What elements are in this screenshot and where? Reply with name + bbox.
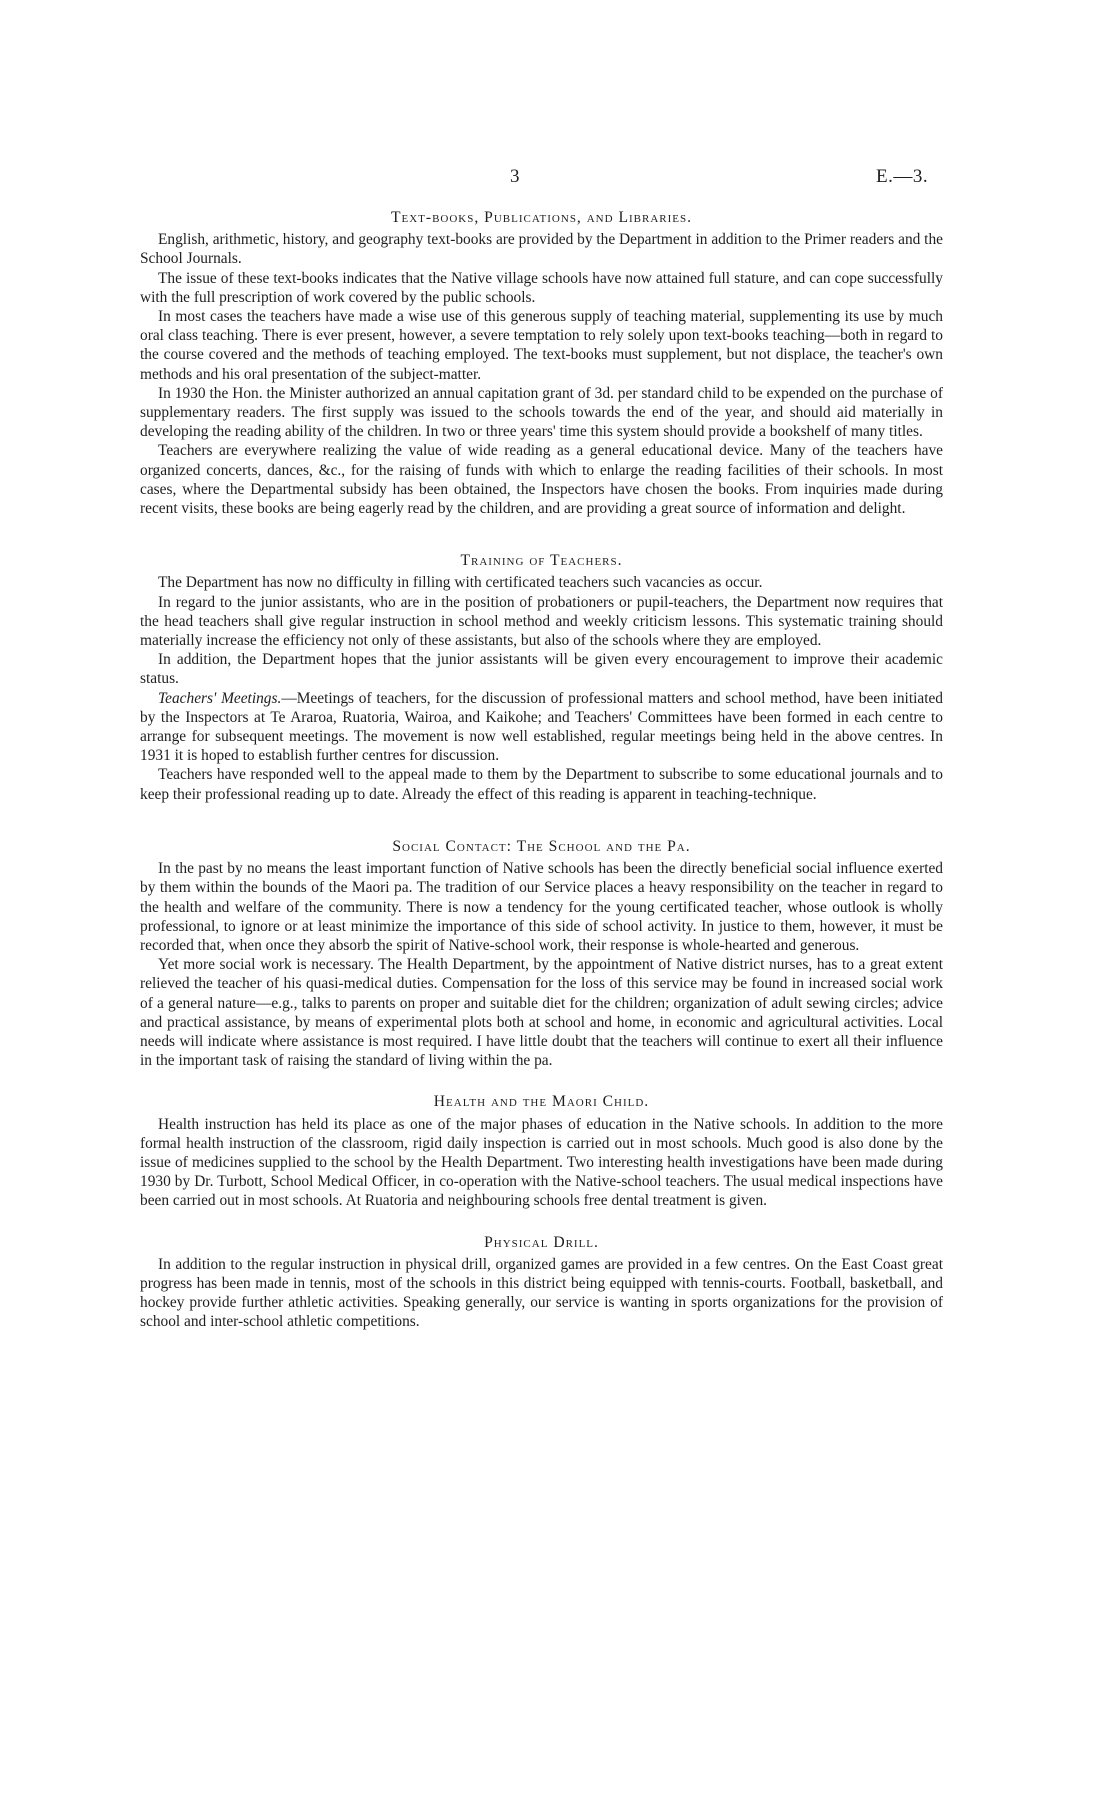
paragraph: Health instruction has held its place as one of the major phases of education in the Native schools. In addition to the more formal health instruction of the classroom, rigid daily inspection is carried out in most schools. Much good is also done by the issue of medicines supplied to the school by the Health Department. Two interesting health investigations have been made during 1930 by Dr. Turbott, School Medical Officer, in co-operation with the Native-school teachers. The usual medical inspections have been carried out in most schools. At Ruatoria and neighbouring schools free dental treatment is given.	[140, 1115, 943, 1210]
section-training-of-teachers	[140, 551, 943, 804]
paragraph: In 1930 the Hon. the Minister authorized an annual capitation grant of 3d. per standard child to be expended on the purchase of supplementary readers. The first supply was issued to the schools towards the end of the year, and should aid materially in developing the reading ability of the children. In two or three years' time this system should provide a bookshelf of many titles.	[140, 384, 943, 441]
page-header	[0, 166, 1114, 190]
paragraph: In most cases the teachers have made a wise use of this generous supply of teaching material, supplementing its use by much oral class teaching. There is ever present, however, a severe temptation to rely solely upon text-books teaching—both in regard to the course covered and the methods of teaching employed. The text-books must supplement, but not displace, the teacher's own methods and his oral presentation of the subject-matter.	[140, 308, 943, 383]
section-health	[140, 1092, 943, 1210]
run-in-text: —Meetings of teachers, for the discussion of professional matters and school method, have been initiated by the Inspectors at Te Araroa, Ruatoria, Wairoa, and Kaikohe; and Teachers' Committees have been formed in each centre to arrange for subsequent meetings. The movement is now well established, regular meetings being held in the above centres. In 1931 it is hoped to establish further centres for discussion.	[140, 689, 944, 765]
document-body	[140, 208, 943, 1332]
section-social-contact	[140, 837, 943, 1070]
section-heading: Social Contact: The School and the Pa.	[392, 837, 691, 855]
paragraph: Teachers have responded well to the appeal made to them by the Department to subscribe to some educational journals and to keep their professional reading up to date. Already the effect of this reading is apparent in teaching-technique.	[140, 766, 943, 803]
section-physical-drill	[140, 1233, 943, 1332]
section-heading: Health and the Maori Child.	[433, 1093, 650, 1111]
paragraph-teachers-meetings	[140, 689, 943, 766]
paragraph: In addition to the regular instruction in physical drill, organized games are provided in a few centres. On the East Coast great progress has been made in tennis, most of the schools in this district being equipped with tennis-courts. Football, basketball, and hockey provide further athletic activities. Speaking generally, our service is wanting in sports organizations for the provision of school and inter-school athletic competitions.	[140, 1255, 943, 1331]
section-heading: Text-books, Publications, and Libraries.	[390, 209, 693, 226]
paragraph: English, arithmetic, history, and geography text-books are provided by the Department in addition to the Primer readers and the School Journals.	[140, 231, 943, 268]
paragraph: Yet more social work is necessary. The Health Department, by the appointment of Native district nurses, has to a great extent relieved the teacher of his quasi-medical duties. Compensation for the loss of this service may be found in increased social work of a general nature—e.g., talks to parents on proper and suitable diet for the children; organization of adult sewing circles; advice and practical assistance, by means of experimental plots both at school and home, in economic and agricultural activities. Local needs will indicate where assistance is most required. I have little doubt that the teachers will continue to exert all their influence in the important task of raising the standard of living within the pa.	[140, 956, 943, 1070]
paragraph: The issue of these text-books indicates that the Native village schools have now attained full stature, and can cope successfully with the full prescription of work covered by the public schools.	[140, 269, 943, 306]
paragraph: Teachers are everywhere realizing the value of wide reading as a general educational device. Many of the teachers have organized concerts, dances, &c., for the raising of funds with which to enlarge the reading facilities of their schools. In most cases, where the Departmental subsidy has been obtained, the Inspectors have chosen the books. From inquiries made during recent visits, these books are being eagerly read by the children, and are providing a great source of information and delight.	[140, 442, 943, 518]
section-textbooks	[140, 208, 943, 518]
page-number: 3	[510, 166, 520, 187]
paragraph: In the past by no means the least important function of Native schools has been the directly beneficial social influence exerted by them within the bounds of the Maori pa. The tradition of our Service places a heavy responsibility on the teacher in regard to the health and welfare of the community. There is now a tendency for the young certificated teacher, whose outlook is wholly professional, to ignore or at least minimize the importance of this side of school activity. In justice to them, however, it must be recorded that, when once they absorb the spirit of Native-school work, their response is whole-hearted and generous.	[140, 860, 943, 954]
paragraph: The Department has now no difficulty in filling with certificated teachers such vacancies as occur.	[158, 574, 763, 592]
paragraph: In addition, the Department hopes that the junior assistants will be given every encouragement to improve their academic status.	[140, 651, 943, 688]
section-heading: Physical Drill.	[484, 1233, 599, 1251]
section-heading: Training of Teachers.	[460, 552, 623, 570]
run-in-heading: Teachers' Meetings.	[158, 689, 282, 707]
document-reference: E.—3.	[876, 166, 929, 187]
paragraph: In regard to the junior assistants, who are in the position of probationers or pupil-teachers, the Department now requires that the head teachers shall give regular instruction in school method and weekly criticism lessons. This systematic training should materially increase the efficiency not only of these assistants, but also of the schools where they are employed.	[140, 593, 943, 650]
